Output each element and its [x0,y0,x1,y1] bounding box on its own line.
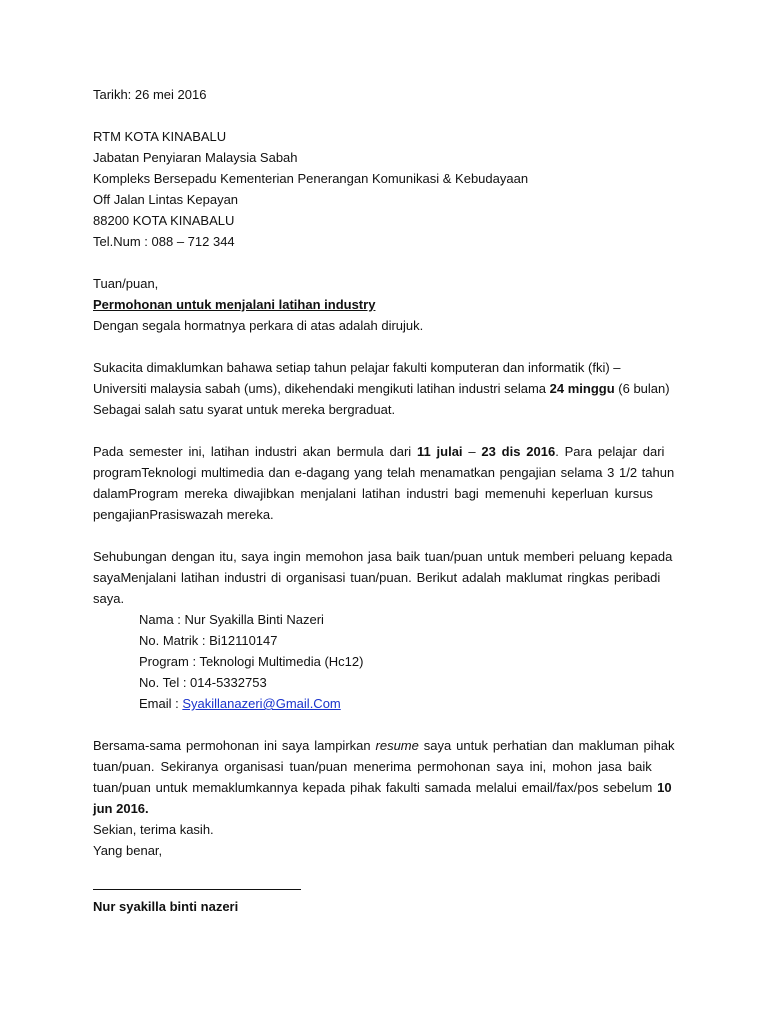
start-date: 11 julai [416,444,463,459]
p2-dash: – [462,444,482,459]
p4-deadline-text: tuan/puan untuk memaklumkannya kepada pihak fakulti samada melalui email/fax/pos sebelum [93,780,658,795]
paragraph-3-line-3: saya. [93,591,125,606]
p2-text-post: . Para pelajar dari [555,444,665,459]
recipient-line-1: RTM KOTA KINABALU [93,129,227,144]
recipient-line-3: Kompleks Bersepadu Kementerian Penerangan Komunikasi & Kebudayaan [93,171,529,186]
subject-line: Permohonan untuk menjalani latihan industry [93,297,376,312]
detail-phone: No. Tel : 014-5332753 [139,675,267,690]
detail-name: Nama : Nur Syakilla Binti Nazeri [139,612,324,627]
paragraph-4 [93,735,675,819]
paragraph-1 [93,357,675,420]
paragraph-1-line-2 [93,378,675,399]
paragraph-3 [93,546,675,609]
paragraph-1-line-1: Sukacita dimaklumkan bahawa setiap tahun pelajar fakulti komputeran dan informatik (fki) – [93,360,621,375]
recipient-phone: Tel.Num : 088 – 712 344 [93,234,235,249]
letter-date: Tarikh: 26 mei 2016 [93,87,207,102]
paragraph-4-line-1 [93,735,675,756]
salutation: Tuan/puan, [93,276,159,291]
p1-text-post: (6 bulan) [614,381,670,396]
detail-program: Program : Teknologi Multimedia (Hc12) [139,654,364,669]
recipient-line-5: 88200 KOTA KINABALU [93,213,235,228]
deadline-day: 10 [657,780,672,795]
paragraph-2-line-3: dalamProgram mereka diwajibkan menjalani latihan industri bagi memenuhi keperluan kursus [93,486,653,501]
recipient-line-4: Off Jalan Lintas Kepayan [93,192,239,207]
p4-text: Bersama-sama permohonan ini saya lampirkan [93,738,376,753]
deadline-month: jun 2016. [93,801,149,816]
duration-weeks: 24 minggu [549,381,615,396]
paragraph-1-line-3: Sebagai salah satu syarat untuk mereka bergraduat. [93,402,396,417]
email-label: Email : [139,696,183,711]
detail-email [139,693,675,714]
email-link[interactable]: Syakillanazeri@Gmail.Com [182,696,341,711]
signature-name: Nur syakilla binti nazeri [93,899,239,914]
student-details [93,609,675,714]
paragraph-2-line-2: programTeknologi multimedia dan e-dagang yang telah menamatkan pengajian selama 3 1/2 tahun [93,465,675,480]
paragraph-4-line-3 [93,777,675,798]
p2-text: Pada semester ini, latihan industri akan bermula dari [93,444,417,459]
paragraph-3-line-1: Sehubungan dengan itu, saya ingin memohon jasa baik tuan/puan untuk memberi peluang kepada [93,549,673,564]
paragraph-2-line-1 [93,441,675,462]
closing-regards: Yang benar, [93,843,163,858]
intro-line: Dengan segala hormatnya perkara di atas adalah dirujuk. [93,318,424,333]
recipient-address [93,126,675,252]
paragraph-3-line-2: sayaMenjalani latihan industri di organisasi tuan/puan. Berikut adalah maklumat ringkas peribadi [93,570,661,585]
recipient-line-2: Jabatan Penyiaran Malaysia Sabah [93,150,298,165]
closing-thanks: Sekian, terima kasih. [93,822,214,837]
p4-text-post: saya untuk perhatian dan makluman pihak [418,738,675,753]
p1-text: Universiti malaysia sabah (ums), dikehendaki mengikuti latihan industri selama [93,381,550,396]
paragraph-2 [93,441,675,525]
resume-word: resume [375,738,419,753]
detail-matric: No. Matrik : Bi12110147 [139,633,278,648]
letter-body [93,84,675,917]
paragraph-4-line-2: tuan/puan. Sekiranya organisasi tuan/puan menerima permohonan saya ini, mohon jasa baik [93,759,652,774]
end-date: 23 dis 2016 [481,444,556,459]
signature-line [93,877,301,890]
paragraph-2-line-4: pengajianPrasiswazah mereka. [93,507,274,522]
